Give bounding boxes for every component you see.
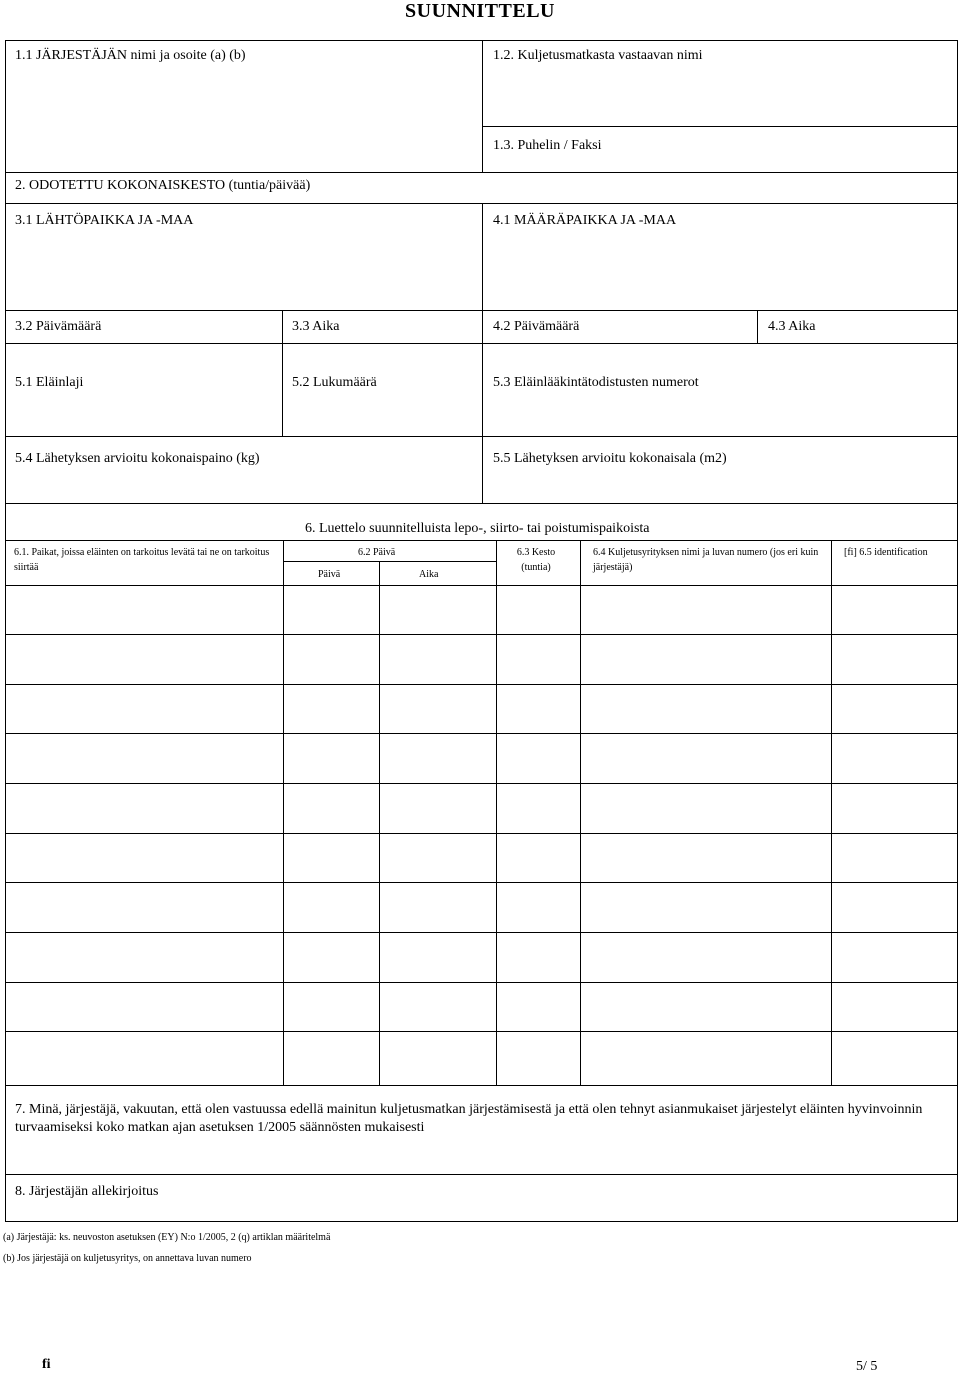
time-subcolumn-header: Aika	[419, 569, 439, 580]
day-subheader-line	[283, 561, 496, 562]
declaration-text: 7. Minä, järjestäjä, vakuutan, että olen vastuussa edellä mainitun kuljetusmatkan järjestämisestä ja että olen tehnyt asianmukaiset järjestelyt eläinten hyvinvoinnin turvaamiseksi koko matkan ajan asetuksen 1/2005 säännösten mukaisesti	[15, 1102, 923, 1135]
organizer-label: 1.1 JÄRJESTÄJÄN nimi ja osoite (a) (b)	[15, 48, 246, 63]
stops-table	[5, 503, 958, 1086]
area-label: 5.5 Lähetyksen arvioitu kokonaisala (m2)	[493, 451, 727, 466]
table-row[interactable]	[5, 932, 958, 933]
arrival-date-label: 4.2 Päivämäärä	[493, 319, 580, 334]
area-field[interactable]	[482, 436, 958, 504]
cert-numbers-label: 5.3 Eläinlääkintätodistusten numerot	[493, 375, 699, 390]
language-code: fi	[42, 1357, 51, 1372]
departure-label: 3.1 LÄHTÖPAIKKA JA -MAA	[15, 213, 194, 228]
duration-label: 2. ODOTETTU KOKONAISKESTO (tuntia/päivää)	[15, 178, 311, 193]
table-row[interactable]	[5, 684, 958, 685]
table-row[interactable]	[5, 733, 958, 734]
signature-label: 8. Järjestäjän allekirjoitus	[15, 1184, 159, 1199]
responsible-label: 1.2. Kuljetusmatkasta vastaavan nimi	[493, 48, 703, 63]
species-label: 5.1 Eläinlaji	[15, 375, 84, 390]
table-row[interactable]	[5, 833, 958, 834]
destination-label: 4.1 MÄÄRÄPAIKKA JA -MAA	[493, 213, 677, 228]
transporter-column-header: 6.4 Kuljetusyrityksen nimi ja luvan numero (jos eri kuin järjestäjä)	[593, 547, 819, 573]
page-number: 5/ 5	[856, 1359, 878, 1374]
stops-col-divider	[283, 540, 284, 1086]
stops-col-divider	[831, 540, 832, 1086]
day-subcolumn-header: Päivä	[318, 569, 341, 580]
footnote-b: (b) Jos järjestäjä on kuljetusyritys, on annettava luvan numero	[3, 1253, 252, 1264]
phone-label: 1.3. Puhelin / Faksi	[493, 138, 602, 153]
stops-col-divider	[580, 540, 581, 1086]
form-title: SUUNNITTELU	[405, 0, 555, 22]
stops-header-top-line	[5, 540, 958, 541]
table-row[interactable]	[5, 882, 958, 883]
stops-col-divider	[379, 561, 380, 1086]
weight-label: 5.4 Lähetyksen arvioitu kokonaispaino (kg)	[15, 451, 260, 466]
footnote-a: (a) Järjestäjä: ks. neuvoston asetuksen (EY) N:o 1/2005, 2 (q) artiklan määritelmä	[3, 1232, 331, 1243]
table-row[interactable]	[5, 783, 958, 784]
departure-date-label: 3.2 Päivämäärä	[15, 319, 102, 334]
count-label: 5.2 Lukumäärä	[292, 375, 377, 390]
stops-title: 6. Luettelo suunnitelluista lepo-, siirto- tai poistumispaikoista	[305, 521, 650, 536]
day-column-header: 6.2 Päivä	[358, 547, 396, 558]
stops-header-bottom-line	[5, 585, 958, 586]
departure-time-label: 3.3 Aika	[292, 319, 340, 334]
stops-col-divider	[496, 540, 497, 1086]
duration-column-header: 6.3 Kesto (tuntia)	[516, 547, 556, 573]
id-column-header: [fi] 6.5 identification	[844, 547, 928, 558]
weight-field[interactable]	[5, 436, 483, 504]
table-row[interactable]	[5, 982, 958, 983]
table-row[interactable]	[5, 634, 958, 635]
arrival-time-label: 4.3 Aika	[768, 319, 816, 334]
places-column-header: 6.1. Paikat, joissa eläinten on tarkoitus levätä tai ne on tarkoitus siirtää	[14, 547, 270, 573]
table-row[interactable]	[5, 1031, 958, 1032]
